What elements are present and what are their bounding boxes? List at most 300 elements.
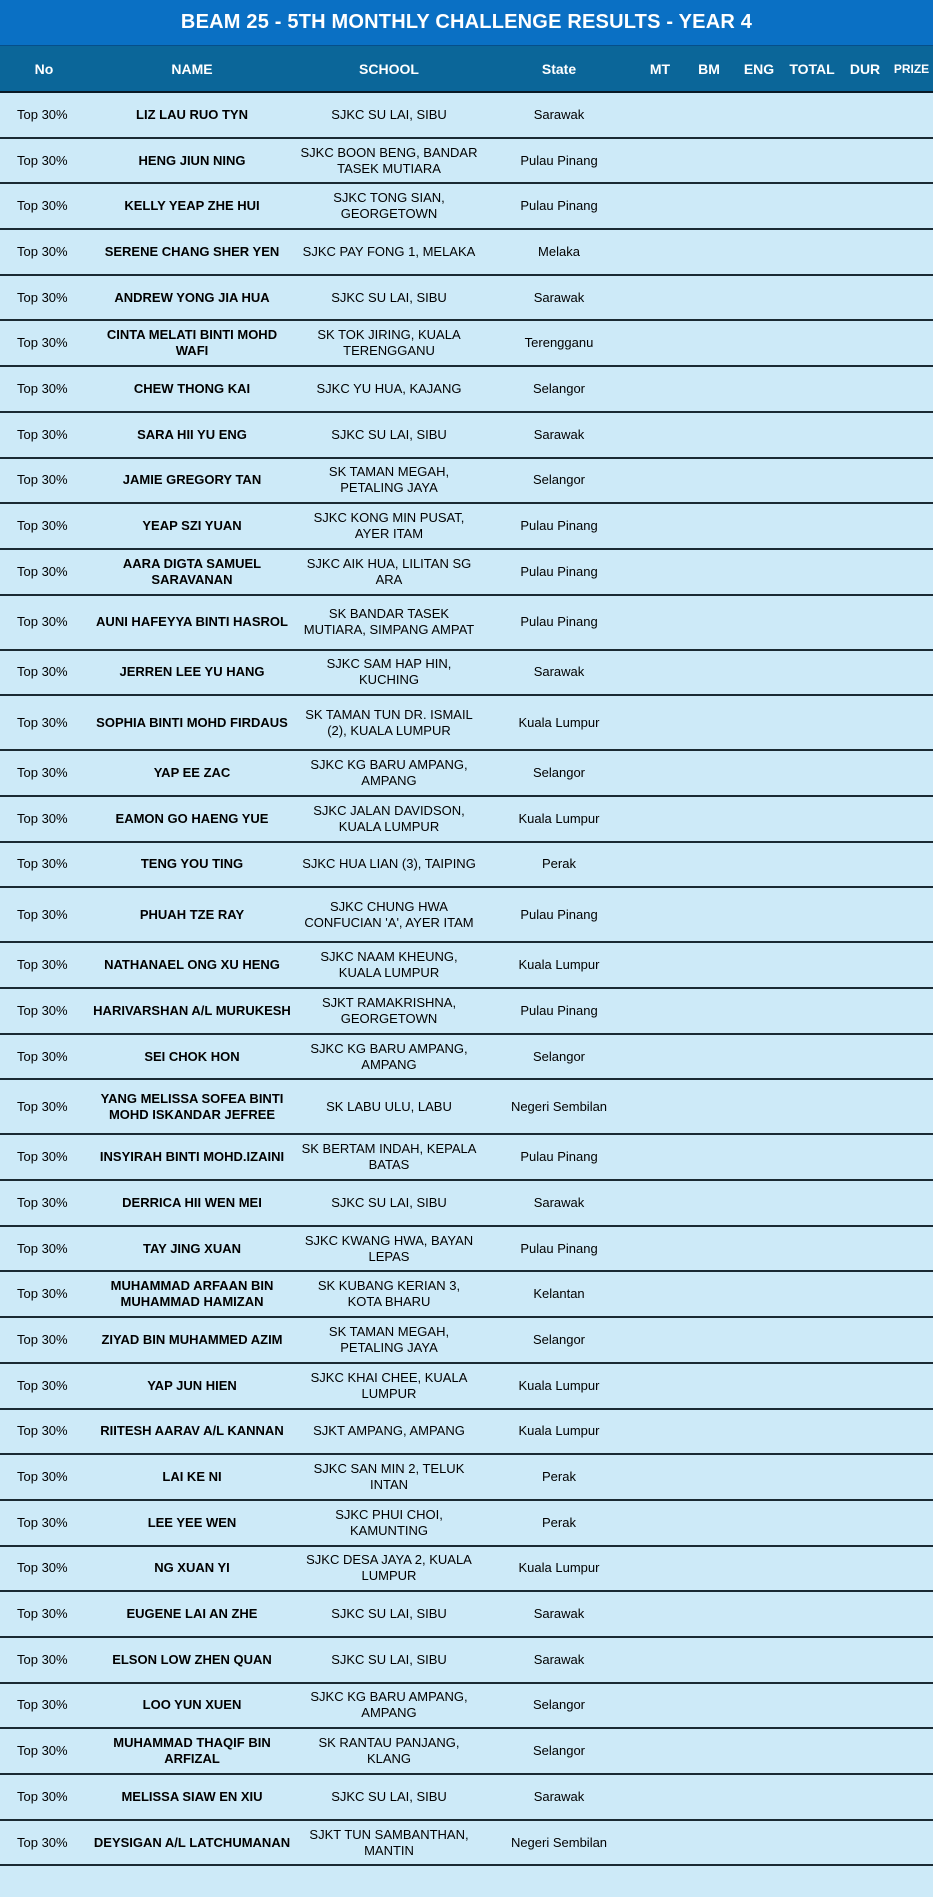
dur-cell xyxy=(840,366,890,412)
prize-cell xyxy=(890,183,933,229)
total-cell xyxy=(784,1079,840,1134)
student-name: EUGENE LAI AN ZHE xyxy=(88,1591,296,1637)
total-cell xyxy=(784,1226,840,1272)
row-rank: Top 30% xyxy=(0,1134,88,1180)
total-cell xyxy=(784,1034,840,1080)
prize-cell xyxy=(890,695,933,750)
bm-cell xyxy=(684,1363,734,1409)
total-cell xyxy=(784,595,840,650)
student-name: AUNI HAFEYYA BINTI HASROL xyxy=(88,595,296,650)
school-name: SJKT TUN SAMBANTHAN, MANTIN xyxy=(296,1820,482,1866)
table-row xyxy=(0,1180,933,1226)
mt-cell xyxy=(636,1454,684,1500)
table-row xyxy=(0,549,933,595)
dur-cell xyxy=(840,275,890,321)
dur-cell xyxy=(840,842,890,888)
dur-cell xyxy=(840,412,890,458)
prize-cell xyxy=(890,988,933,1034)
school-name: SJKC SU LAI, SIBU xyxy=(296,92,482,138)
bm-cell xyxy=(684,1271,734,1317)
eng-cell xyxy=(734,320,784,366)
bm-cell xyxy=(684,650,734,696)
row-rank: Top 30% xyxy=(0,842,88,888)
total-cell xyxy=(784,942,840,988)
prize-cell xyxy=(890,887,933,942)
dur-cell xyxy=(840,1637,890,1683)
total-cell xyxy=(784,503,840,549)
row-rank: Top 30% xyxy=(0,1728,88,1774)
total-cell xyxy=(784,1820,840,1866)
eng-cell xyxy=(734,1363,784,1409)
state-name: Pulau Pinang xyxy=(482,988,636,1034)
table-row xyxy=(0,275,933,321)
row-rank: Top 30% xyxy=(0,942,88,988)
state-name: Sarawak xyxy=(482,412,636,458)
prize-cell xyxy=(890,366,933,412)
school-name: SJKC AIK HUA, LILITAN SG ARA xyxy=(296,549,482,595)
student-name: DERRICA HII WEN MEI xyxy=(88,1180,296,1226)
bm-cell xyxy=(684,1728,734,1774)
row-rank: Top 30% xyxy=(0,1683,88,1729)
state-name: Perak xyxy=(482,1454,636,1500)
state-name: Pulau Pinang xyxy=(482,183,636,229)
row-rank: Top 30% xyxy=(0,92,88,138)
mt-cell xyxy=(636,1409,684,1455)
dur-cell xyxy=(840,183,890,229)
total-cell xyxy=(784,320,840,366)
prize-cell xyxy=(890,1363,933,1409)
state-name: Sarawak xyxy=(482,1774,636,1820)
table-row xyxy=(0,796,933,842)
total-cell xyxy=(784,1683,840,1729)
row-rank: Top 30% xyxy=(0,1774,88,1820)
mt-cell xyxy=(636,412,684,458)
school-name: SJKT AMPANG, AMPANG xyxy=(296,1409,482,1455)
prize-cell xyxy=(890,92,933,138)
bm-cell xyxy=(684,1774,734,1820)
table-row xyxy=(0,1271,933,1317)
header-no: No xyxy=(0,46,88,92)
header-eng: ENG xyxy=(734,46,784,92)
dur-cell xyxy=(840,1820,890,1866)
student-name: SOPHIA BINTI MOHD FIRDAUS xyxy=(88,695,296,750)
student-name: NG XUAN YI xyxy=(88,1546,296,1592)
school-name: SJKC YU HUA, KAJANG xyxy=(296,366,482,412)
prize-cell xyxy=(890,1180,933,1226)
prize-cell xyxy=(890,750,933,796)
bm-cell xyxy=(684,229,734,275)
prize-cell xyxy=(890,1409,933,1455)
table-row xyxy=(0,458,933,504)
header-school: SCHOOL xyxy=(296,46,482,92)
row-rank: Top 30% xyxy=(0,1079,88,1134)
dur-cell xyxy=(840,1317,890,1363)
total-cell xyxy=(784,549,840,595)
mt-cell xyxy=(636,320,684,366)
row-rank: Top 30% xyxy=(0,183,88,229)
row-rank: Top 30% xyxy=(0,1454,88,1500)
eng-cell xyxy=(734,1683,784,1729)
row-rank: Top 30% xyxy=(0,1500,88,1546)
dur-cell xyxy=(840,695,890,750)
row-rank: Top 30% xyxy=(0,1409,88,1455)
student-name: SERENE CHANG SHER YEN xyxy=(88,229,296,275)
mt-cell xyxy=(636,1134,684,1180)
mt-cell xyxy=(636,1728,684,1774)
state-name: Kuala Lumpur xyxy=(482,942,636,988)
bm-cell xyxy=(684,796,734,842)
bm-cell xyxy=(684,1409,734,1455)
dur-cell xyxy=(840,988,890,1034)
school-name: SJKC KG BARU AMPANG, AMPANG xyxy=(296,750,482,796)
school-name: SJKC KG BARU AMPANG, AMPANG xyxy=(296,1034,482,1080)
row-rank: Top 30% xyxy=(0,503,88,549)
table-row xyxy=(0,650,933,696)
table-row xyxy=(0,842,933,888)
state-name: Kelantan xyxy=(482,1271,636,1317)
bm-cell xyxy=(684,750,734,796)
dur-cell xyxy=(840,1683,890,1729)
eng-cell xyxy=(734,1180,784,1226)
eng-cell xyxy=(734,650,784,696)
eng-cell xyxy=(734,1226,784,1272)
state-name: Selangor xyxy=(482,366,636,412)
eng-cell xyxy=(734,366,784,412)
row-rank: Top 30% xyxy=(0,366,88,412)
table-row xyxy=(0,1134,933,1180)
table-row xyxy=(0,229,933,275)
row-rank: Top 30% xyxy=(0,988,88,1034)
row-rank: Top 30% xyxy=(0,887,88,942)
prize-cell xyxy=(890,1591,933,1637)
row-rank: Top 30% xyxy=(0,1317,88,1363)
header-row xyxy=(0,46,933,92)
school-name: SJKC SU LAI, SIBU xyxy=(296,1774,482,1820)
bm-cell xyxy=(684,695,734,750)
mt-cell xyxy=(636,695,684,750)
row-rank: Top 30% xyxy=(0,1034,88,1080)
prize-cell xyxy=(890,1134,933,1180)
dur-cell xyxy=(840,595,890,650)
dur-cell xyxy=(840,1728,890,1774)
table-row xyxy=(0,320,933,366)
eng-cell xyxy=(734,1774,784,1820)
total-cell xyxy=(784,1774,840,1820)
bm-cell xyxy=(684,183,734,229)
student-name: YEAP SZI YUAN xyxy=(88,503,296,549)
mt-cell xyxy=(636,1271,684,1317)
header-name: NAME xyxy=(88,46,296,92)
mt-cell xyxy=(636,1500,684,1546)
eng-cell xyxy=(734,1820,784,1866)
state-name: Pulau Pinang xyxy=(482,887,636,942)
eng-cell xyxy=(734,796,784,842)
bm-cell xyxy=(684,503,734,549)
mt-cell xyxy=(636,1591,684,1637)
bm-cell xyxy=(684,1637,734,1683)
row-rank: Top 30% xyxy=(0,229,88,275)
school-name: SJKC SU LAI, SIBU xyxy=(296,1591,482,1637)
school-name: SJKC KWANG HWA, BAYAN LEPAS xyxy=(296,1226,482,1272)
school-name: SJKC TONG SIAN, GEORGETOWN xyxy=(296,183,482,229)
total-cell xyxy=(784,1454,840,1500)
state-name: Sarawak xyxy=(482,92,636,138)
state-name: Kuala Lumpur xyxy=(482,1363,636,1409)
mt-cell xyxy=(636,1180,684,1226)
school-name: SK LABU ULU, LABU xyxy=(296,1079,482,1134)
dur-cell xyxy=(840,750,890,796)
eng-cell xyxy=(734,595,784,650)
total-cell xyxy=(784,695,840,750)
row-rank: Top 30% xyxy=(0,1226,88,1272)
table-row xyxy=(0,695,933,750)
dur-cell xyxy=(840,1180,890,1226)
state-name: Terengganu xyxy=(482,320,636,366)
school-name: SJKC JALAN DAVIDSON, KUALA LUMPUR xyxy=(296,796,482,842)
row-rank: Top 30% xyxy=(0,275,88,321)
eng-cell xyxy=(734,887,784,942)
dur-cell xyxy=(840,1034,890,1080)
prize-cell xyxy=(890,458,933,504)
eng-cell xyxy=(734,412,784,458)
total-cell xyxy=(784,229,840,275)
state-name: Selangor xyxy=(482,1683,636,1729)
total-cell xyxy=(784,1134,840,1180)
total-cell xyxy=(784,1409,840,1455)
table-row xyxy=(0,366,933,412)
school-name: SJKC PAY FONG 1, MELAKA xyxy=(296,229,482,275)
state-name: Sarawak xyxy=(482,1180,636,1226)
total-cell xyxy=(784,650,840,696)
school-name: SJKC SU LAI, SIBU xyxy=(296,412,482,458)
state-name: Pulau Pinang xyxy=(482,1226,636,1272)
bm-cell xyxy=(684,1591,734,1637)
dur-cell xyxy=(840,1226,890,1272)
mt-cell xyxy=(636,1363,684,1409)
dur-cell xyxy=(840,1363,890,1409)
school-name: SK TAMAN MEGAH, PETALING JAYA xyxy=(296,1317,482,1363)
student-name: TENG YOU TING xyxy=(88,842,296,888)
school-name: SK KUBANG KERIAN 3, KOTA BHARU xyxy=(296,1271,482,1317)
state-name: Pulau Pinang xyxy=(482,549,636,595)
state-name: Kuala Lumpur xyxy=(482,1546,636,1592)
dur-cell xyxy=(840,503,890,549)
school-name: SJKC KG BARU AMPANG, AMPANG xyxy=(296,1683,482,1729)
total-cell xyxy=(784,1317,840,1363)
prize-cell xyxy=(890,1454,933,1500)
eng-cell xyxy=(734,1728,784,1774)
dur-cell xyxy=(840,942,890,988)
eng-cell xyxy=(734,1134,784,1180)
table-row xyxy=(0,1591,933,1637)
student-name: LAI KE NI xyxy=(88,1454,296,1500)
mt-cell xyxy=(636,1683,684,1729)
student-name: NATHANAEL ONG XU HENG xyxy=(88,942,296,988)
mt-cell xyxy=(636,1774,684,1820)
eng-cell xyxy=(734,1271,784,1317)
school-name: SJKC SAN MIN 2, TELUK INTAN xyxy=(296,1454,482,1500)
bm-cell xyxy=(684,1454,734,1500)
student-name: MELISSA SIAW EN XIU xyxy=(88,1774,296,1820)
dur-cell xyxy=(840,1546,890,1592)
total-cell xyxy=(784,1363,840,1409)
table-row xyxy=(0,1317,933,1363)
state-name: Perak xyxy=(482,842,636,888)
student-name: YAP EE ZAC xyxy=(88,750,296,796)
school-name: SJKT RAMAKRISHNA, GEORGETOWN xyxy=(296,988,482,1034)
dur-cell xyxy=(840,1454,890,1500)
student-name: YANG MELISSA SOFEA BINTI MOHD ISKANDAR JEFREE xyxy=(88,1079,296,1134)
bm-cell xyxy=(684,320,734,366)
bm-cell xyxy=(684,1134,734,1180)
dur-cell xyxy=(840,458,890,504)
eng-cell xyxy=(734,1409,784,1455)
mt-cell xyxy=(636,942,684,988)
student-name: SEI CHOK HON xyxy=(88,1034,296,1080)
state-name: Pulau Pinang xyxy=(482,503,636,549)
row-rank: Top 30% xyxy=(0,549,88,595)
prize-cell xyxy=(890,1034,933,1080)
total-cell xyxy=(784,750,840,796)
table-row xyxy=(0,595,933,650)
bm-cell xyxy=(684,887,734,942)
mt-cell xyxy=(636,1317,684,1363)
mt-cell xyxy=(636,750,684,796)
table-row xyxy=(0,412,933,458)
state-name: Selangor xyxy=(482,750,636,796)
prize-cell xyxy=(890,1317,933,1363)
bm-cell xyxy=(684,275,734,321)
eng-cell xyxy=(734,1500,784,1546)
dur-cell xyxy=(840,320,890,366)
table-row xyxy=(0,1226,933,1272)
eng-cell xyxy=(734,138,784,184)
state-name: Selangor xyxy=(482,1034,636,1080)
mt-cell xyxy=(636,595,684,650)
dur-cell xyxy=(840,1774,890,1820)
mt-cell xyxy=(636,229,684,275)
table-row xyxy=(0,1820,933,1866)
mt-cell xyxy=(636,1820,684,1866)
total-cell xyxy=(784,183,840,229)
state-name: Pulau Pinang xyxy=(482,138,636,184)
eng-cell xyxy=(734,750,784,796)
mt-cell xyxy=(636,275,684,321)
student-name: SARA HII YU ENG xyxy=(88,412,296,458)
bm-cell xyxy=(684,842,734,888)
bm-cell xyxy=(684,988,734,1034)
mt-cell xyxy=(636,1079,684,1134)
dur-cell xyxy=(840,1591,890,1637)
mt-cell xyxy=(636,458,684,504)
student-name: EAMON GO HAENG YUE xyxy=(88,796,296,842)
eng-cell xyxy=(734,1034,784,1080)
bm-cell xyxy=(684,1317,734,1363)
state-name: Pulau Pinang xyxy=(482,1134,636,1180)
mt-cell xyxy=(636,138,684,184)
state-name: Melaka xyxy=(482,229,636,275)
prize-cell xyxy=(890,503,933,549)
mt-cell xyxy=(636,183,684,229)
total-cell xyxy=(784,458,840,504)
state-name: Kuala Lumpur xyxy=(482,695,636,750)
prize-cell xyxy=(890,1728,933,1774)
school-name: SJKC DESA JAYA 2, KUALA LUMPUR xyxy=(296,1546,482,1592)
row-rank: Top 30% xyxy=(0,1363,88,1409)
prize-cell xyxy=(890,1546,933,1592)
school-name: SK BERTAM INDAH, KEPALA BATAS xyxy=(296,1134,482,1180)
student-name: CHEW THONG KAI xyxy=(88,366,296,412)
bm-cell xyxy=(684,92,734,138)
state-name: Kuala Lumpur xyxy=(482,1409,636,1455)
table-row xyxy=(0,1034,933,1080)
row-rank: Top 30% xyxy=(0,412,88,458)
row-rank: Top 30% xyxy=(0,1820,88,1866)
prize-cell xyxy=(890,796,933,842)
table-row xyxy=(0,1079,933,1134)
bm-cell xyxy=(684,549,734,595)
header-mt: MT xyxy=(636,46,684,92)
row-rank: Top 30% xyxy=(0,138,88,184)
student-name: JAMIE GREGORY TAN xyxy=(88,458,296,504)
bm-cell xyxy=(684,1180,734,1226)
school-name: SJKC HUA LIAN (3), TAIPING xyxy=(296,842,482,888)
prize-cell xyxy=(890,1820,933,1866)
table-row xyxy=(0,503,933,549)
eng-cell xyxy=(734,1637,784,1683)
table-row xyxy=(0,183,933,229)
prize-cell xyxy=(890,229,933,275)
student-name: LOO YUN XUEN xyxy=(88,1683,296,1729)
row-rank: Top 30% xyxy=(0,1591,88,1637)
state-name: Sarawak xyxy=(482,1637,636,1683)
row-rank: Top 30% xyxy=(0,750,88,796)
prize-cell xyxy=(890,1683,933,1729)
row-rank: Top 30% xyxy=(0,1180,88,1226)
school-name: SJKC SU LAI, SIBU xyxy=(296,275,482,321)
total-cell xyxy=(784,138,840,184)
state-name: Sarawak xyxy=(482,1591,636,1637)
table-row xyxy=(0,887,933,942)
prize-cell xyxy=(890,1500,933,1546)
dur-cell xyxy=(840,92,890,138)
mt-cell xyxy=(636,796,684,842)
prize-cell xyxy=(890,1226,933,1272)
row-rank: Top 30% xyxy=(0,1271,88,1317)
eng-cell xyxy=(734,549,784,595)
student-name: HENG JIUN NING xyxy=(88,138,296,184)
state-name: Pulau Pinang xyxy=(482,595,636,650)
eng-cell xyxy=(734,275,784,321)
row-rank: Top 30% xyxy=(0,650,88,696)
table-row xyxy=(0,750,933,796)
prize-cell xyxy=(890,320,933,366)
dur-cell xyxy=(840,1079,890,1134)
dur-cell xyxy=(840,138,890,184)
eng-cell xyxy=(734,1079,784,1134)
bm-cell xyxy=(684,942,734,988)
student-name: INSYIRAH BINTI MOHD.IZAINI xyxy=(88,1134,296,1180)
student-name: RIITESH AARAV A/L KANNAN xyxy=(88,1409,296,1455)
prize-cell xyxy=(890,595,933,650)
school-name: SJKC CHUNG HWA CONFUCIAN 'A', AYER ITAM xyxy=(296,887,482,942)
table-row xyxy=(0,1409,933,1455)
total-cell xyxy=(784,92,840,138)
total-cell xyxy=(784,1180,840,1226)
student-name: KELLY YEAP ZHE HUI xyxy=(88,183,296,229)
student-name: AARA DIGTA SAMUEL SARAVANAN xyxy=(88,549,296,595)
bm-cell xyxy=(684,1034,734,1080)
